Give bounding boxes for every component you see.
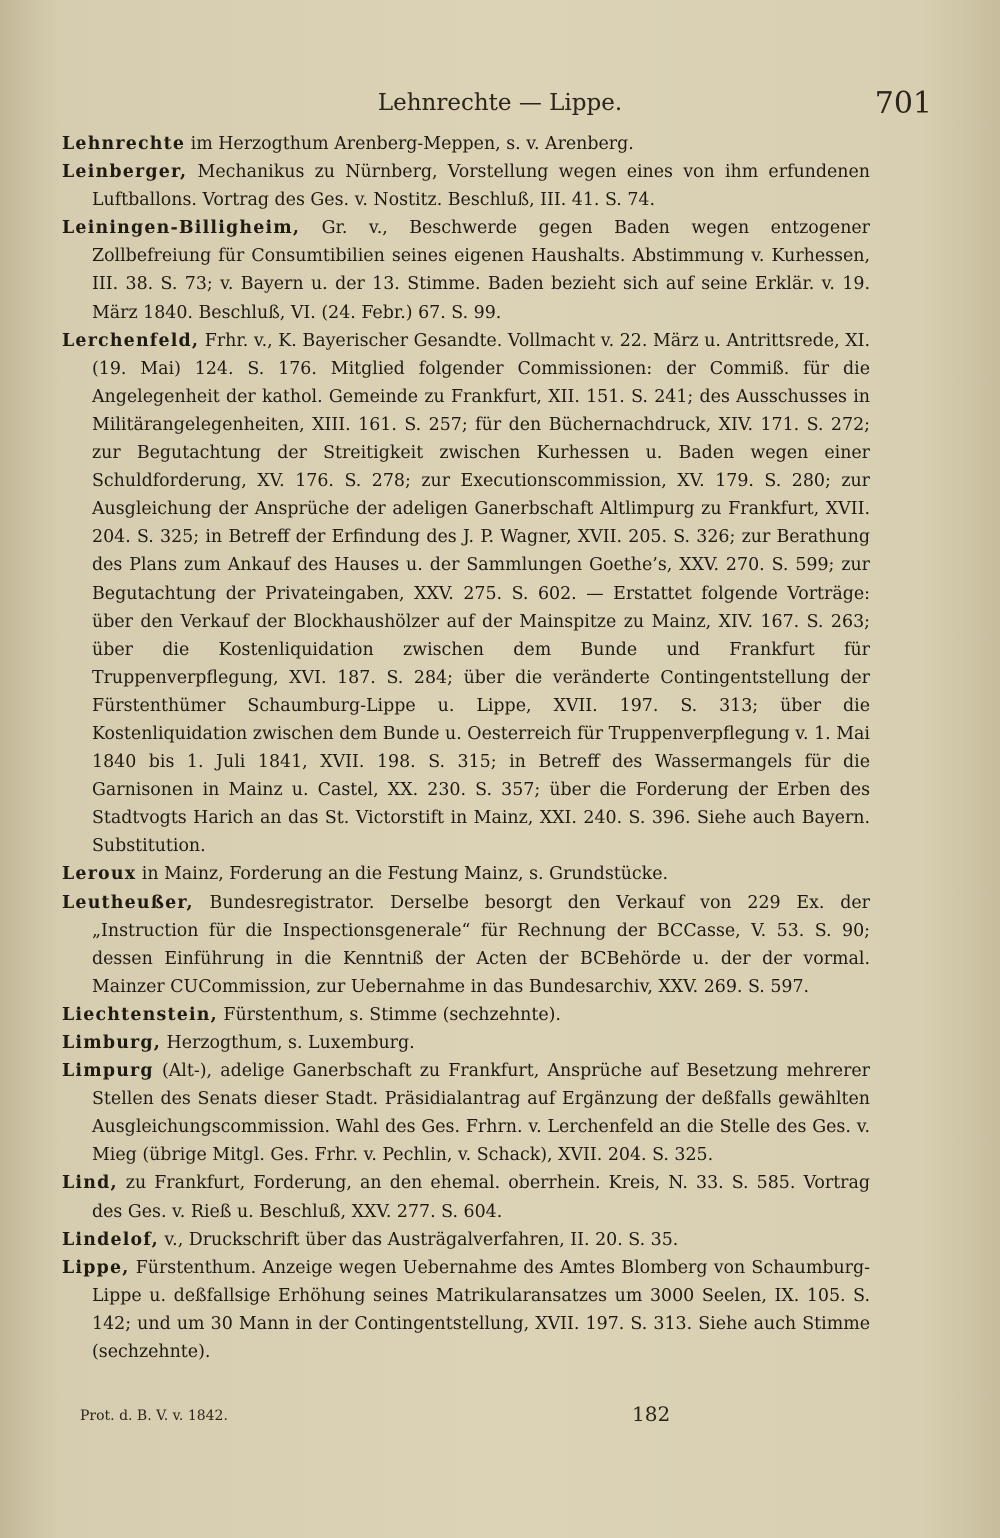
index-entry bbox=[62, 1001, 870, 1029]
entry-headword: Leiningen-Billigheim, bbox=[62, 218, 301, 239]
entry-text: Frhr. v., K. Bayerischer Gesandte. Vollmacht v. 22. März u. Antrittsrede, XI. (19. Mai) 124. S. 176. Mitglied folgender Commissionen: der Commiß. für die Angelegenheit der kathol. Gemeinde zu Frankfurt, XII. 151. S. 241; des Ausschusses in Militärangelegenheiten, XIII. 161. S. 257; für den Büchernachdruck, XIV. 171. S. 272; zur Begutachtung der Streitigkeit zwischen Kurhessen u. Baden wegen einer Schuldforderung, XV. 176. S. 278; zur Executionscommission, XV. 179. S. 280; zur Ausgleichung der Ansprüche der adeligen Ganerbschaft Altlimpurg zu Frankfurt, XVII. 204. S. 325; in Betreff der Erfindung des J. P. Wagner, XVII. 205. S. 326; zur Berathung des Plans zum Ankauf des Hauses u. der Sammlungen Goethe’s, XXV. 270. S. 599; zur Begutachtung der Privateingaben, XXV. 275. S. 602. — Erstattet folgende Vorträge: über den Verkauf der Blockhaushölzer auf der Mainspitze zu Mainz, XIV. 167. S. 263; über die Kostenliquidation zwischen dem Bunde und Frankfurt für Truppenverpflegung, XVI. 187. S. 284; über die veränderte Contingentstellung der Fürstenthümer Schaumburg-Lippe u. Lippe, XVII. 197. S. 313; über die Kostenliquidation zwischen dem Bunde u. Oesterreich für Truppenverpflegung v. 1. Mai 1840 bis 1. Juli 1841, XVII. 198. S. 315; in Betreff des Wassermangels für die Garnisonen in Mainz u. Castel, XX. 230. S. 357; über die Forderung der Erben des Stadtvogts Harich an das St. Victorstift in Mainz, XXI. 240. S. 396. Siehe auch Bayern. Substitution. bbox=[92, 330, 870, 857]
entry-text: (Alt-), adelige Ganerbschaft zu Frankfurt, Ansprüche auf Besetzung mehrerer Stellen des Senats dieser Stadt. Präsidialantrag auf Ergänzung der deßfalls gewählten Ausgleichungscommission. Wahl des Ges. Frhrn. v. Lerchenfeld an die Stelle des Ges. v. Mieg (übrige Mitgl. Ges. Frhr. v. Pechlin, v. Schack), XVII. 204. S. 325. bbox=[92, 1061, 870, 1166]
index-entry bbox=[62, 889, 870, 1001]
entry-headword: Leinberger, bbox=[62, 162, 188, 183]
running-title: Lehnrechte — Lippe. bbox=[377, 90, 623, 116]
entry-headword: Limburg, bbox=[62, 1033, 162, 1053]
index-entry bbox=[62, 1057, 870, 1169]
entry-headword: Lindelof, bbox=[62, 1229, 159, 1250]
entry-headword: Leutheußer, bbox=[62, 892, 194, 913]
entry-headword: Lerchenfeld, bbox=[62, 330, 200, 351]
entry-headword: Lehnrechte bbox=[62, 134, 186, 154]
entry-text: v., Druckschrift über das Austrägalverfahren, II. 20. S. 35. bbox=[158, 1229, 679, 1250]
index-entry bbox=[62, 327, 870, 861]
entry-text: in Mainz, Forderung an die Festung Mainz, s. Grundstücke. bbox=[136, 864, 669, 885]
entry-headword: Leroux bbox=[62, 864, 137, 885]
entry-text: Mechanikus zu Nürnberg, Vorstellung wegen eines von ihm erfundenen Luftballons. Vortrag des Ges. v. Nostitz. Beschluß, III. 41. S. 74. bbox=[92, 162, 870, 211]
entry-text: zu Frankfurt, Forderung, an den ehemal. oberrhein. Kreis, N. 33. S. 585. Vortrag des Ges. v. Rieß u. Beschluß, XXV. 277. S. 604. bbox=[92, 1173, 870, 1222]
page-number: 701 bbox=[874, 86, 932, 121]
index-entry bbox=[62, 214, 870, 326]
entry-headword: Liechtenstein, bbox=[62, 1004, 218, 1025]
index-entries bbox=[62, 130, 870, 1366]
entry-text: Fürstenthum. Anzeige wegen Uebernahme des Amtes Blomberg von Schaumburg-Lippe u. deßfallsige Erhöhung seines Matrikularansatzes um 3000 Seelen, IX. 105. S. 142; und um 30 Mann in der Contingentstellung, XVII. 197. S. 313. Siehe auch Stimme (sechzehnte). bbox=[92, 1257, 870, 1363]
entry-headword: Lind, bbox=[62, 1173, 118, 1194]
entry-headword: Limpurg bbox=[62, 1061, 154, 1082]
printer-signature: Prot. d. B. V. v. 1842. bbox=[80, 1408, 228, 1424]
entry-text: Bundesregistrator. Derselbe besorgt den Verkauf von 229 Ex. der „Instruction für die Inspectionsgenerale“ für Rechnung der BCCasse, V. 53. S. 90; dessen Einführung in die Kenntniß der Acten der BCBehörde u. der der vormal. Mainzer CUCommission, zur Uebernahme in das Bundesarchiv, XXV. 269. S. 597. bbox=[92, 892, 870, 997]
sheet-number: 182 bbox=[632, 1402, 671, 1426]
entry-text: Herzogthum, s. Luxemburg. bbox=[161, 1033, 415, 1053]
index-entry bbox=[62, 158, 870, 214]
index-entry bbox=[62, 1226, 870, 1254]
index-entry bbox=[62, 1169, 870, 1225]
index-entry bbox=[62, 1254, 870, 1366]
entry-text: Gr. v., Beschwerde gegen Baden wegen entzogener Zollbefreiung für Consumtibilien seines eigenen Haushalts. Abstimmung v. Kurhessen, III. 38. S. 73; v. Bayern u. der 13. Stimme. Baden bezieht sich auf seine Erklär. v. 19. März 1840. Beschluß, VI. (24. Febr.) 67. S. 99. bbox=[92, 218, 870, 323]
entry-text: im Herzogthum Arenberg-Meppen, s. v. Arenberg. bbox=[185, 134, 634, 154]
entry-headword: Lippe, bbox=[62, 1257, 130, 1278]
entry-text: Fürstenthum, s. Stimme (sechzehnte). bbox=[217, 1004, 561, 1025]
running-header bbox=[60, 86, 940, 126]
index-entry bbox=[62, 1029, 870, 1057]
index-entry bbox=[62, 130, 870, 158]
index-entry bbox=[62, 860, 870, 888]
